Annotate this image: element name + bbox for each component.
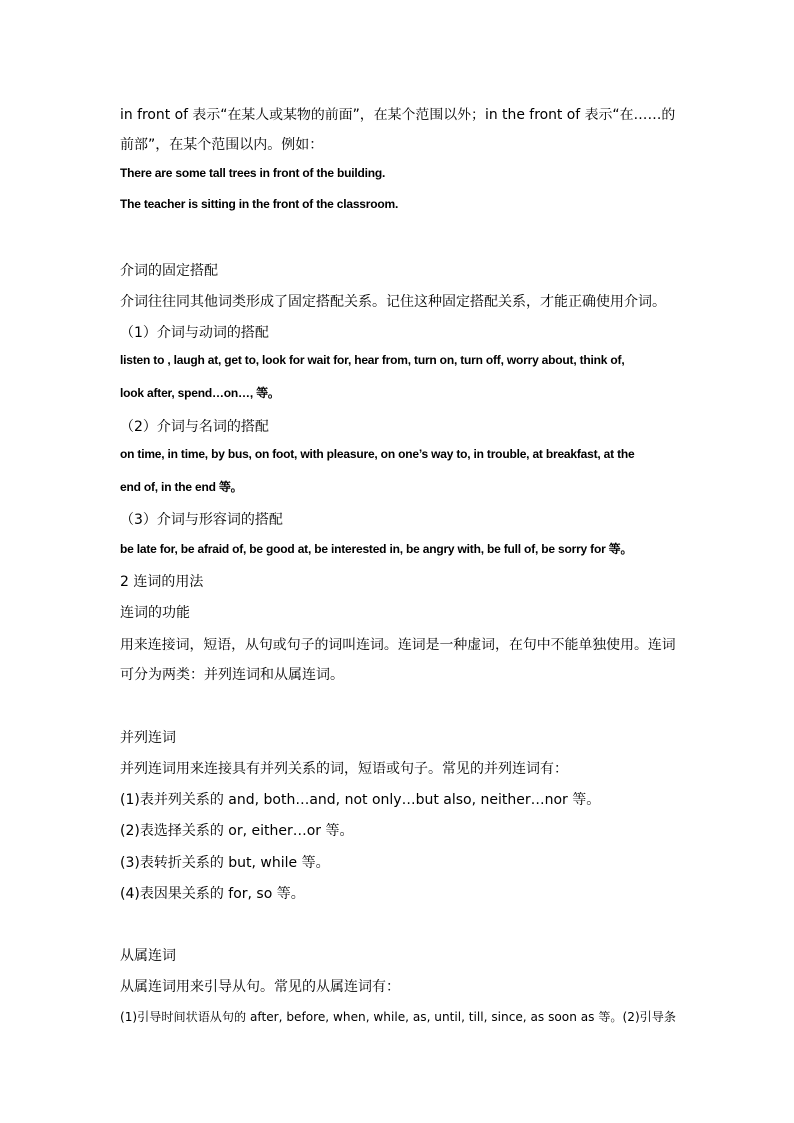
example-sentence: There are some tall trees in front of the building. [120,166,386,180]
list-item: (1)引导时间状语从句的 after, before, when, while, as, until, till, since, as soon as 等。(2)引导条 [120,1010,677,1024]
section-heading: 2 连词的用法 [120,574,204,590]
list-item: (2)表选择关系的 or, either…or 等。 [120,823,354,839]
paragraph-line: 可分为两类：并列连词和从属连词。 [120,667,344,683]
collocation-list: end of, in the end 等。 [120,480,243,494]
collocation-list: look after, spend…on…, 等。 [120,386,280,400]
collocation-list: listen to , laugh at, get to, look for wait for, hear from, turn on, turn off, worry about, think of, [120,353,625,367]
paragraph-line: in front of 表示“在某人或某物的前面”，在某个范围以外；in the front of 表示“在……的 [120,107,676,123]
list-item: (3)表转折关系的 but, while 等。 [120,855,330,871]
paragraph-line: 前部”，在某个范围以内。例如： [120,137,324,153]
section-heading: 从属连词 [120,948,176,964]
paragraph-line: 用来连接词，短语，从句或句子的词叫连词。连词是一种虚词，在句中不能单独使用。连词 [120,637,676,653]
paragraph-line: 并列连词用来连接具有并列关系的词，短语或句子。常见的并列连词有： [120,761,568,777]
example-sentence: The teacher is sitting in the front of the classroom. [120,197,399,211]
section-heading: 连词的功能 [120,605,190,621]
paragraph-line: 从属连词用来引导从句。常见的从属连词有： [120,979,400,995]
subheading: （2）介词与名词的搭配 [120,419,269,435]
list-item: (4)表因果关系的 for, so 等。 [120,886,305,902]
paragraph-line: 介词往往同其他词类形成了固定搭配关系。记住这种固定搭配关系，才能正确使用介词。 [120,294,666,310]
subheading: （3）介词与形容词的搭配 [120,512,283,528]
section-heading: 介词的固定搭配 [120,263,218,279]
list-item: (1)表并列关系的 and, both…and, not only…but also, neither…nor 等。 [120,792,601,808]
collocation-list: on time, in time, by bus, on foot, with pleasure, on one’s way to, in trouble, at breakfast, at the [120,447,635,461]
subheading: （1）介词与动词的搭配 [120,325,269,341]
section-heading: 并列连词 [120,730,176,746]
collocation-list: be late for, be afraid of, be good at, be interested in, be angry with, be full of, be sorry for 等。 [120,542,633,556]
